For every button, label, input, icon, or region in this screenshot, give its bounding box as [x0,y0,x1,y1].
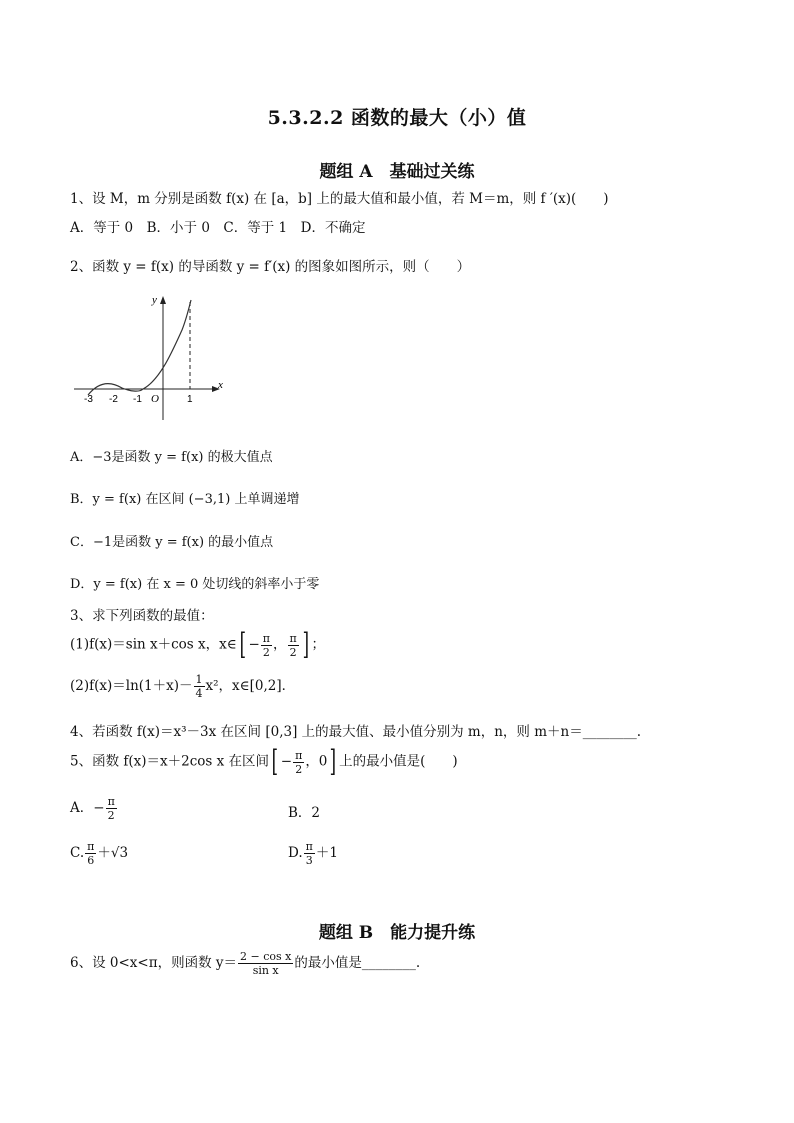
fraction [238,950,293,977]
q3-part2-tail: x²，x∈[0,2]． [205,678,296,694]
q3-stem: 3、求下列函数的最值： [70,608,214,624]
q2-option-d: D．y = f(x) 在 x = 0 处切线的斜率小于零 [70,577,320,592]
minus-sign: − [280,753,293,770]
q2-option-a: A．−3是函数 y = f(x) 的极大值点 [70,450,273,465]
y-axis-arrow [160,296,166,304]
numerator: π [87,840,95,853]
q5-option-d [288,840,338,867]
q5-stem [70,744,458,779]
fraction [288,632,299,659]
separator: ， [273,636,287,653]
numerator: π [107,795,115,808]
option-label: D. [288,845,303,861]
q2-option-c: C．−1是函数 y = f(x) 的最小值点 [70,535,274,550]
fraction [106,795,117,822]
numerator: π [295,748,303,762]
numerator: π [262,631,271,645]
derivative-curve [88,300,191,395]
option-label: C. [70,845,85,861]
terminator: ； [311,636,325,653]
tick-label: -1 [133,394,142,405]
denominator: 6 [87,854,95,867]
minus-sign: − [248,636,260,653]
q5-option-c [70,840,128,867]
fraction [194,673,205,700]
denominator: 4 [195,687,203,700]
denominator: 2 [289,645,297,659]
q3-part2-text: (2)f(x)＝ln(1＋x)－ [70,678,193,694]
numerator: 2 − cos x [240,950,292,963]
numerator: π [305,840,313,853]
q2-stem: 2、函数 y = f(x) 的导函数 y = f′(x) 的图象如图所示，则（ ） [70,259,471,275]
fraction [261,632,272,659]
q6-tail: 的最小值是________. [294,955,421,971]
numerator: 1 [195,673,203,686]
right-bracket: ] [330,744,337,779]
denominator: 2 [262,645,270,659]
fraction [85,840,96,867]
option-tail: ＋1 [315,845,338,861]
denominator: 3 [305,854,313,867]
q5-text: 5、函数 f(x)＝x＋2cos x 在区间 [70,753,270,770]
option-label: A．− [70,800,105,816]
fraction [293,749,304,776]
tick-label: -2 [109,394,118,405]
page-title: 5.3.2.2 函数的最大（小）值 [267,107,527,129]
group-a-heading: 题组 A 基础过关练 [319,162,475,182]
q5-option-a [70,795,118,822]
q3-part1 [70,627,325,662]
q6-stem [70,950,420,977]
denominator: 2 [295,762,303,776]
origin-label: O [151,393,159,405]
right-bracket: ] [302,627,309,662]
interval-end: ，0 [305,753,328,770]
fraction [304,840,315,867]
derivative-graph [70,292,230,422]
q5-tail: 上的最小值是( ) [339,753,458,770]
q1-stem: 1、设 M，m 分别是函数 f(x) 在 [a，b] 上的最大值和最小值，若 M＝m，则 f ′(x)( ) [70,191,609,207]
y-axis-label: y [152,294,157,306]
q2-option-b: B．y = f(x) 在区间 (−3,1) 上单调递增 [70,492,300,507]
left-bracket: [ [239,627,246,662]
q3-part1-text: (1)f(x)＝sin x＋cos x，x∈ [70,636,237,653]
numerator: π [289,631,297,645]
q5-option-b: B．2 [288,805,321,821]
group-b-heading: 题组 B 能力提升练 [318,923,476,943]
denominator: sin x [252,964,279,977]
tick-label: -3 [84,394,93,405]
left-bracket: [ [271,744,279,779]
denominator: 2 [107,809,115,822]
x-axis-label: x [218,379,223,391]
option-tail: ＋√3 [97,845,129,861]
tick-label: 1 [187,394,193,405]
q3-part2 [70,673,295,700]
q4-stem: 4、若函数 f(x)＝x³－3x 在区间 [0,3] 上的最大值、最小值分别为 m，n，则 m＋n＝________. [70,724,641,740]
q1-options: A．等于 0 B．小于 0 C．等于 1 D．不确定 [70,220,366,236]
q6-text: 6、设 0<x<π，则函数 y＝ [70,955,237,971]
